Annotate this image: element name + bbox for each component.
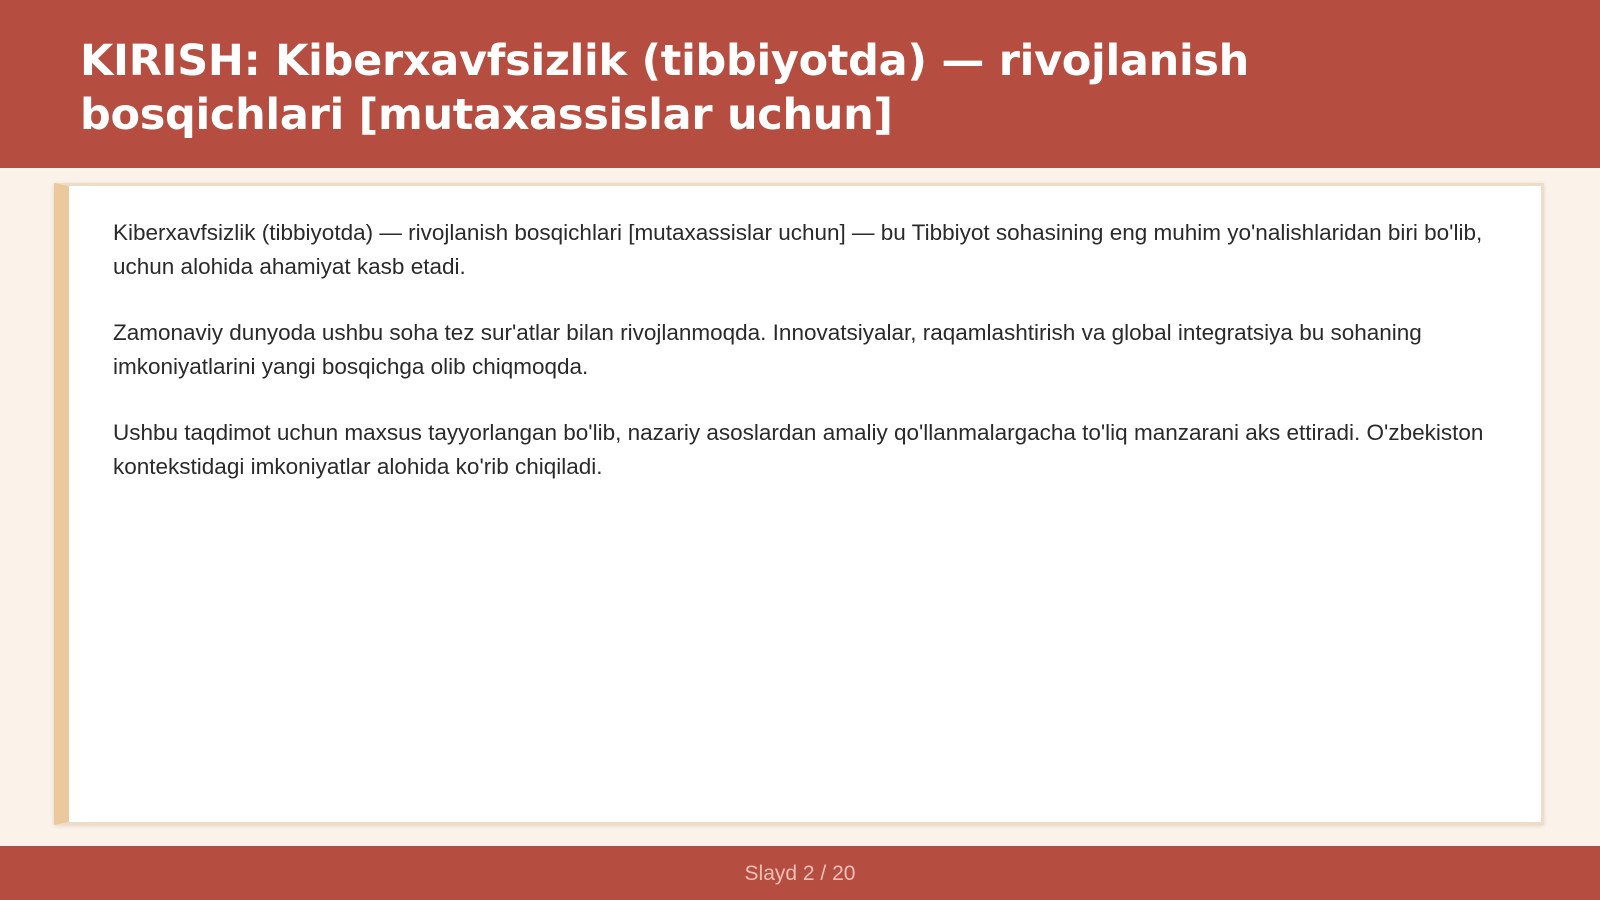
intro-paragraph-1: Kiberxavfsizlik (tibbiyotda) — rivojlanish bosqichlari [mutaxassislar uchun] — bu Tibbiyot sohasining eng muhim yo'nalishlaridan biri bo'lib, uchun alohida ahamiyat kasb etadi. [113,220,1483,279]
slide-title: KIRISH: Kiberxavfsizlik (tibbiyotda) — rivojlanish bosqichlari [mutaxassislar uchun] [80,36,1249,140]
intro-paragraph-2: Zamonaviy dunyoda ushbu soha tez sur'atlar bilan rivojlanmoqda. Innovatsiyalar, raqamlashtirish va global integratsiya bu sohaning imkoniyatlarini yangi bosqichga olib chiqmoqda. [113,320,1422,379]
slide-footer [0,846,1600,900]
content-card [54,183,1544,825]
content-text [113,216,1508,516]
slide-number: Slayd 2 / 20 [744,862,856,885]
intro-paragraph-3: Ushbu taqdimot uchun maxsus tayyorlangan bo'lib, nazariy asoslardan amaliy qo'llanmalargacha to'liq manzarani aks ettiradi. O'zbekiston kontekstidagi imkoniyatlar alohida ko'rib chiqiladi. [113,420,1484,479]
slide-header [0,0,1600,168]
